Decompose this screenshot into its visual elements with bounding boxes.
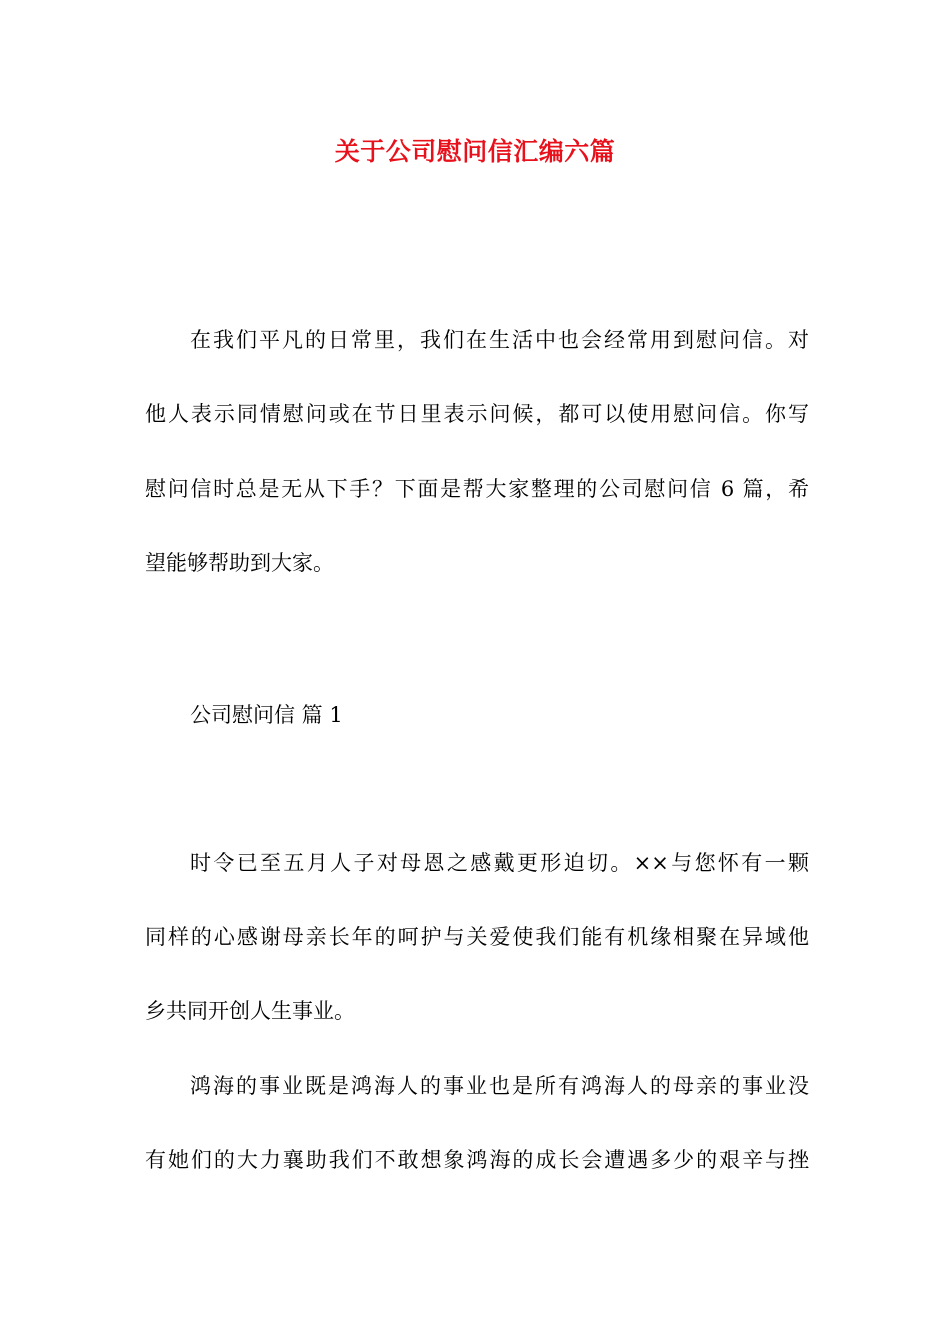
paragraph2-line-2: 有她们的大力襄助我们不敢想象鸿海的成长会遭遇多少的艰辛与挫 [145,1148,809,1172]
document-title: 关于公司慰问信汇编六篇 [334,137,616,166]
paragraph1-line-2: 同样的心感谢母亲长年的呵护与关爱使我们能有机缘相聚在异域他 [145,925,809,949]
intro-line-1: 在我们平凡的日常里，我们在生活中也会经常用到慰问信。对 [190,328,809,352]
intro-line-2: 他人表示同情慰问或在节日里表示问候，都可以使用慰问信。你写 [145,402,809,426]
intro-line-3: 慰问信时总是无从下手？下面是帮大家整理的公司慰问信 6 篇，希 [145,477,809,501]
paragraph1-line-1: 时令已至五月人子对母恩之感戴更形迫切。××与您怀有一颗 [190,851,809,875]
paragraph1-line-3: 乡共同开创人生事业。 [145,999,355,1023]
intro-line-4: 望能够帮助到大家。 [145,551,334,575]
section-heading: 公司慰问信 篇 1 [190,703,343,727]
paragraph2-line-1: 鸿海的事业既是鸿海人的事业也是所有鸿海人的母亲的事业没 [190,1074,809,1098]
